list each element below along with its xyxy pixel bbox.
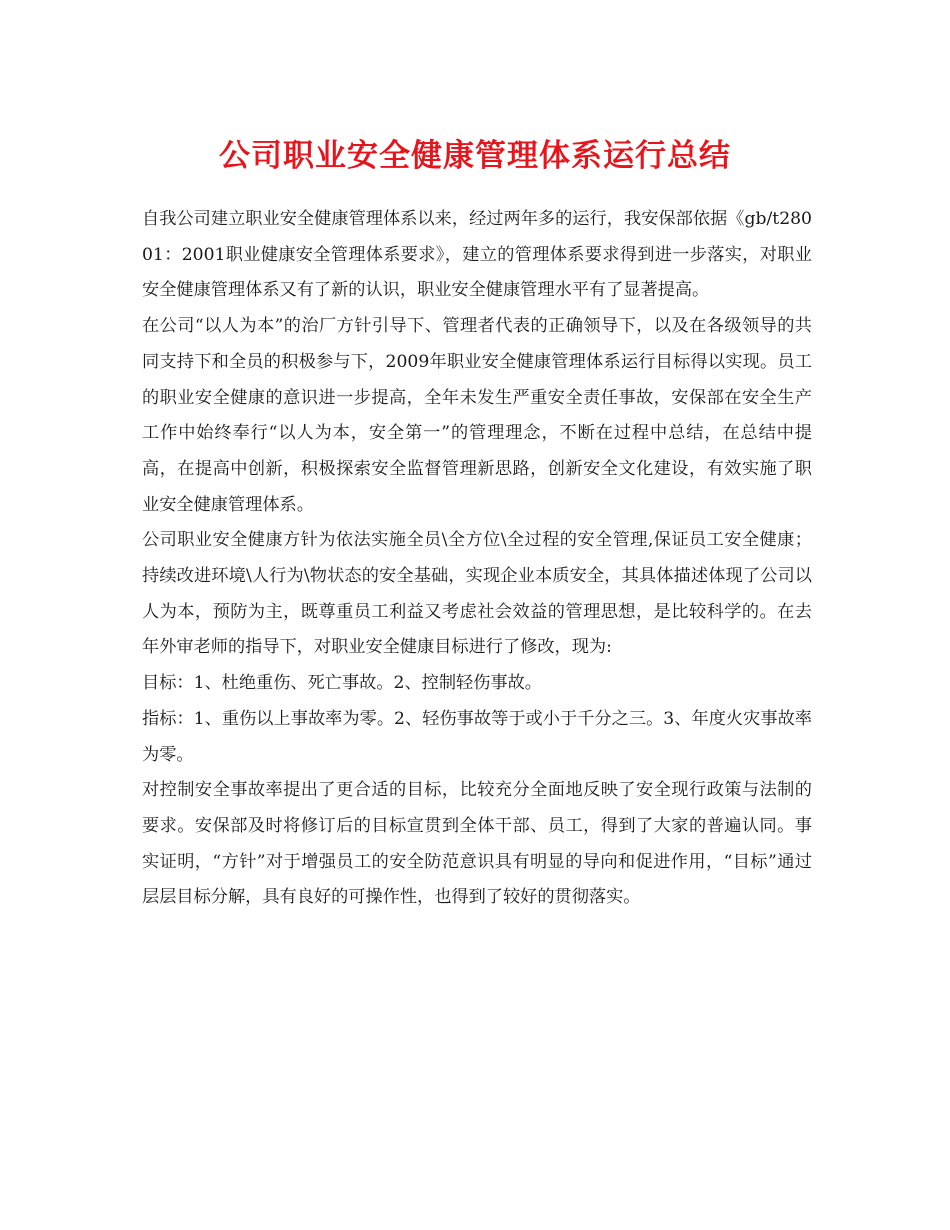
paragraph-intro: 自我公司建立职业安全健康管理体系以来，经过两年多的运行，我安保部依据《gb/t28001：2001职业健康安全管理体系要求》，建立的管理体系要求得到进一步落实，对职业安全健康管理体系又有了新的认识，职业安全健康管理水平有了显著提高。 <box>142 209 812 301</box>
paragraph-goals: 目标：1、杜绝重伤、死亡事故。2、控制轻伤事故。 <box>142 673 542 694</box>
paragraph-policy: 公司职业安全健康方针为依法实施全员\全方位\全过程的安全管理,保证员工安全健康；持续改进环境\人行为\物状态的安全基础，实现企业本质安全，其具体描述体现了公司以人为本，预防为主，既尊重员工利益又考虑社会效益的管理思想，是比较科学的。在去年外审老师的指导下，对职业安全健康目标进行了修改，现为: <box>142 530 812 658</box>
paragraph-indicators: 指标：1、重伤以上事故率为零。2、轻伤事故等于或小于千分之三。3、年度火灾事故率为零。 <box>142 708 812 765</box>
document-title: 公司职业安全健康管理体系运行总结 <box>219 138 731 174</box>
document-body <box>142 202 812 916</box>
paragraph-conclusion: 对控制安全事故率提出了更合适的目标，比较充分全面地反映了安全现行政策与法制的要求。安保部及时将修订后的目标宣贯到全体干部、员工，得到了大家的普遍认同。事实证明，“方针”对于增强员工的安全防范意识具有明显的导向和促进作用，“目标”通过层层目标分解，具有良好的可操作性，也得到了较好的贯彻落实。 <box>142 780 812 908</box>
paragraph-achievements: 在公司“以人为本”的治厂方针引导下、管理者代表的正确领导下，以及在各级领导的共同支持下和全员的积极参与下，2009年职业安全健康管理体系运行目标得以实现。员工的职业安全健康的意识进一步提高，全年未发生严重安全责任事故，安保部在安全生产工作中始终奉行“以人为本，安全第一”的管理理念，不断在过程中总结，在总结中提高，在提高中创新，积极探索安全监督管理新思路，创新安全文化建设，有效实施了职业安全健康管理体系。 <box>142 316 812 515</box>
